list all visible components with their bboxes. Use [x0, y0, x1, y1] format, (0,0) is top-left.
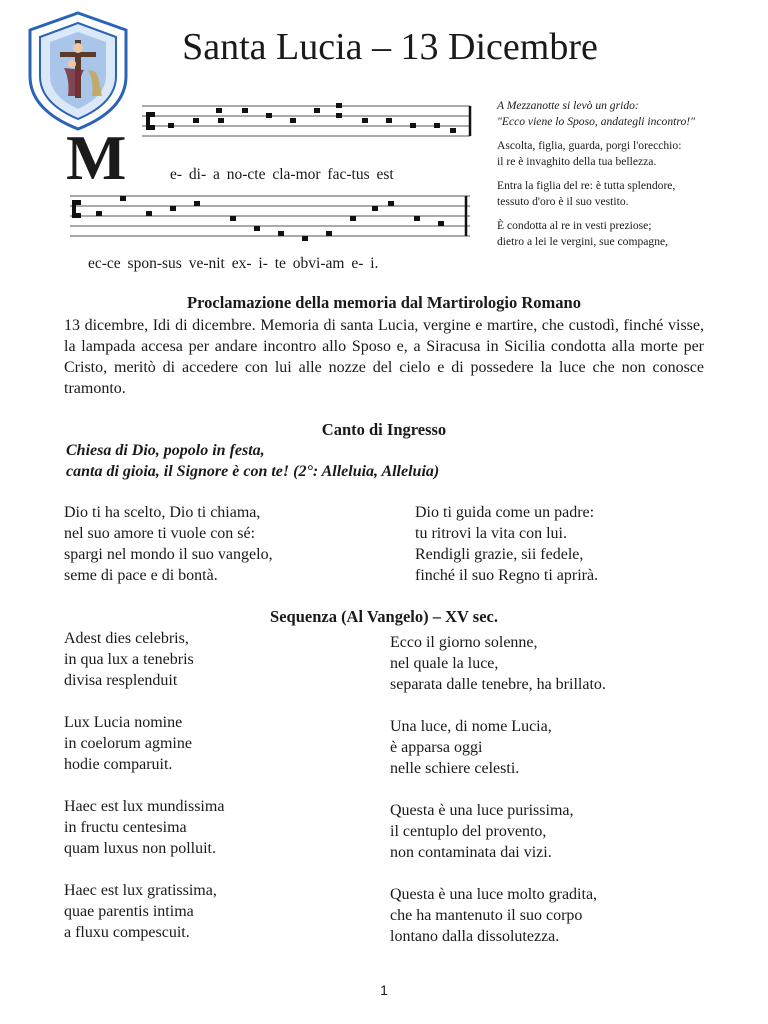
- latin-stanza: [64, 880, 224, 943]
- latin-stanza: [64, 712, 224, 775]
- page-number: 1: [380, 982, 388, 998]
- verse-line: seme di pace e di bontà.: [64, 567, 218, 584]
- entrance-verse-right: [415, 502, 598, 586]
- italian-line: Ecco il giorno solenne,: [390, 634, 538, 651]
- translation-line: il re è invaghito della tua bellezza.: [497, 154, 657, 168]
- verse-line: finché il suo Regno ti aprirà.: [415, 567, 599, 584]
- translation-line: tessuto d'oro è il suo vestito.: [497, 194, 629, 208]
- chant-staff-notation: [66, 98, 478, 280]
- latin-stanza: [64, 796, 224, 859]
- latin-line: in fructu centesima: [64, 819, 187, 836]
- latin-line: hodie comparuit.: [64, 756, 173, 773]
- verse-line: spargi nel mondo il suo vangelo,: [64, 546, 273, 563]
- translation-line: dietro a lei le vergini, sue compagne,: [497, 234, 669, 248]
- latin-line: Adest dies celebris,: [64, 630, 189, 647]
- martyrology-text: 13 dicembre, Idi di dicembre. Memoria di santa Lucia, vergine e martire, che custodì, finché visse, la lampada accesa per andare incontro allo Sposo e, a Siracusa in Sicilia condotta alla morte per Cristo, meritò di accedere con lui alle nozze del cielo e di possedere la luce che non conosce tramonto.: [64, 317, 704, 397]
- italian-line: è apparsa oggi: [390, 739, 483, 756]
- verse-line: Dio ti guida come un padre:: [415, 504, 595, 521]
- translation-line: "Ecco viene lo Sposo, andategli incontro!": [497, 114, 695, 128]
- refrain-line: Chiesa di Dio, popolo in festa,: [66, 442, 265, 459]
- entrance-refrain: [66, 440, 439, 482]
- verse-line: Rendigli grazie, sii fedele,: [415, 546, 584, 563]
- italian-line: Questa è una luce molto gradita,: [390, 886, 598, 903]
- translation-line: Entra la figlia del re: è tutta splendore,: [497, 179, 676, 192]
- chant-lyrics-line-1: e- di- a no-cte cla-mor fac-tus est: [170, 166, 394, 183]
- latin-line: Haec est lux mundissima: [64, 798, 225, 815]
- latin-line: Haec est lux gratissima,: [64, 882, 217, 899]
- translation-line: Ascolta, figlia, guarda, porgi l'orecchio:: [497, 139, 682, 152]
- verse-line: Dio ti ha scelto, Dio ti chiama,: [64, 504, 261, 521]
- italian-line: lontano dalla dissolutezza.: [390, 928, 560, 945]
- latin-line: in qua lux a tenebris: [64, 651, 194, 668]
- drop-cap-letter: M: [66, 122, 127, 193]
- latin-line: quam luxus non polluit.: [64, 840, 216, 857]
- verse-line: nel suo amore ti vuole con sé:: [64, 525, 256, 542]
- sequence-italian: [390, 632, 606, 968]
- latin-line: a fluxu compescuit.: [64, 924, 190, 941]
- latin-line: Lux Lucia nomine: [64, 714, 183, 731]
- latin-stanza: [64, 628, 224, 691]
- page-title: Santa Lucia – 13 Dicembre: [182, 26, 598, 68]
- martyrology-heading: Proclamazione della memoria dal Martirologio Romano: [187, 293, 581, 312]
- entrance-heading: Canto di Ingresso: [321, 420, 447, 439]
- refrain-line: canta di gioia, il Signore è con te! (2°: Alleluia, Alleluia): [66, 463, 440, 480]
- italian-line: il centuplo del provento,: [390, 823, 547, 840]
- chant-lyrics-line-2: ec-ce spon-sus ve-nit ex- i- te obvi-am e- i.: [88, 255, 379, 272]
- antiphon-translation: [497, 98, 757, 249]
- translation-line: A Mezzanotte si levò un grido:: [497, 99, 639, 112]
- italian-stanza: [390, 800, 606, 863]
- sequence-latin: [64, 628, 224, 964]
- italian-stanza: [390, 632, 606, 695]
- italian-line: che ha mantenuto il suo corpo: [390, 907, 583, 924]
- latin-line: in coelorum agmine: [64, 735, 192, 752]
- italian-line: separata dalle tenebre, ha brillato.: [390, 676, 606, 693]
- latin-line: divisa resplenduit: [64, 672, 178, 689]
- italian-stanza: [390, 884, 606, 947]
- sequence-heading: Sequenza (Al Vangelo) – XV sec.: [270, 607, 498, 626]
- latin-line: quae parentis intima: [64, 903, 194, 920]
- italian-line: nel quale la luce,: [390, 655, 499, 672]
- translation-line: È condotta al re in vesti preziose;: [497, 219, 652, 232]
- italian-line: Questa è una luce purissima,: [390, 802, 574, 819]
- italian-stanza: [390, 716, 606, 779]
- italian-line: Una luce, di nome Lucia,: [390, 718, 552, 735]
- italian-line: nelle schiere celesti.: [390, 760, 520, 777]
- chant-score: [66, 98, 478, 280]
- italian-line: non contaminata dai vizi.: [390, 844, 552, 861]
- entrance-verse-left: [64, 502, 273, 586]
- verse-line: tu ritrovi la vita con lui.: [415, 525, 567, 542]
